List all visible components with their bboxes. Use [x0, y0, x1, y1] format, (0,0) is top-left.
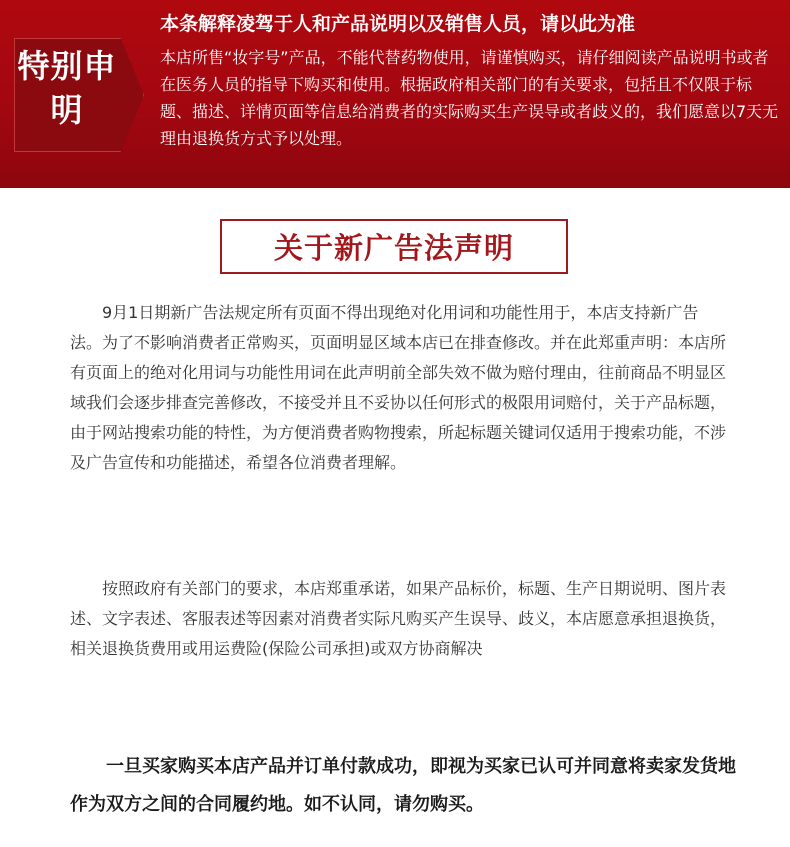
ad-law-paragraph: 9月1日期新广告法规定所有页面不得出现绝对化用词和功能性用于，本店支持新广告法。为了不影响消费者正常购买，页面明显区域本店已在排查修改。并在此郑重声明：本店所有页面上的绝对化用词与功能性用词在此声明前全部失效不做为赔付理由，往前商品不明显区域我们会逐步排查完善修改，不接受并且不妥协以任何形式的极限用词赔付，关于产品标题，由于网站搜索功能的特性，为方便消费者购物搜索，所起标题关键词仅适用于搜索功能，不涉及广告宣传和功能描述，希望各位消费者理解。: [70, 303, 727, 472]
section-title: 关于新广告法声明: [273, 231, 514, 265]
commitment-paragraph: 按照政府有关部门的要求，本店郑重承诺，如果产品标价，标题、生产日期说明、图片表述、文字表述、客服表述等因素对消费者实际凡购买产生误导、歧义，本店愿意承担退换货，相关退换货费用或用运费险(保险公司承担)或双方协商解决: [70, 579, 727, 658]
special-statement-banner: [0, 0, 790, 188]
banner-body-text: 本店所售“妆字号”产品，不能代替药物使用，请谨慎购买，请仔细阅读产品说明书或者在医务人员的指导下购买和使用。根据政府相关部门的有关要求，包括且不仅限于标题、描述、详情页面等信息给消费者的实际购买生产误导或者歧义的，我们愿意以7天无理由退换货方式予以处理。: [160, 48, 779, 148]
contract-location-paragraph: 一旦买家购买本店产品并订单付款成功，即视为买家已认可并同意将卖家发货地作为双方之间的合同履约地。如不认同，请勿购买。: [70, 756, 736, 815]
badge-label: 特别申明: [17, 47, 117, 129]
section-title-box: [220, 219, 568, 274]
banner-heading: 本条解释凌驾于人和产品说明以及销售人员，请以此为准: [160, 13, 636, 35]
